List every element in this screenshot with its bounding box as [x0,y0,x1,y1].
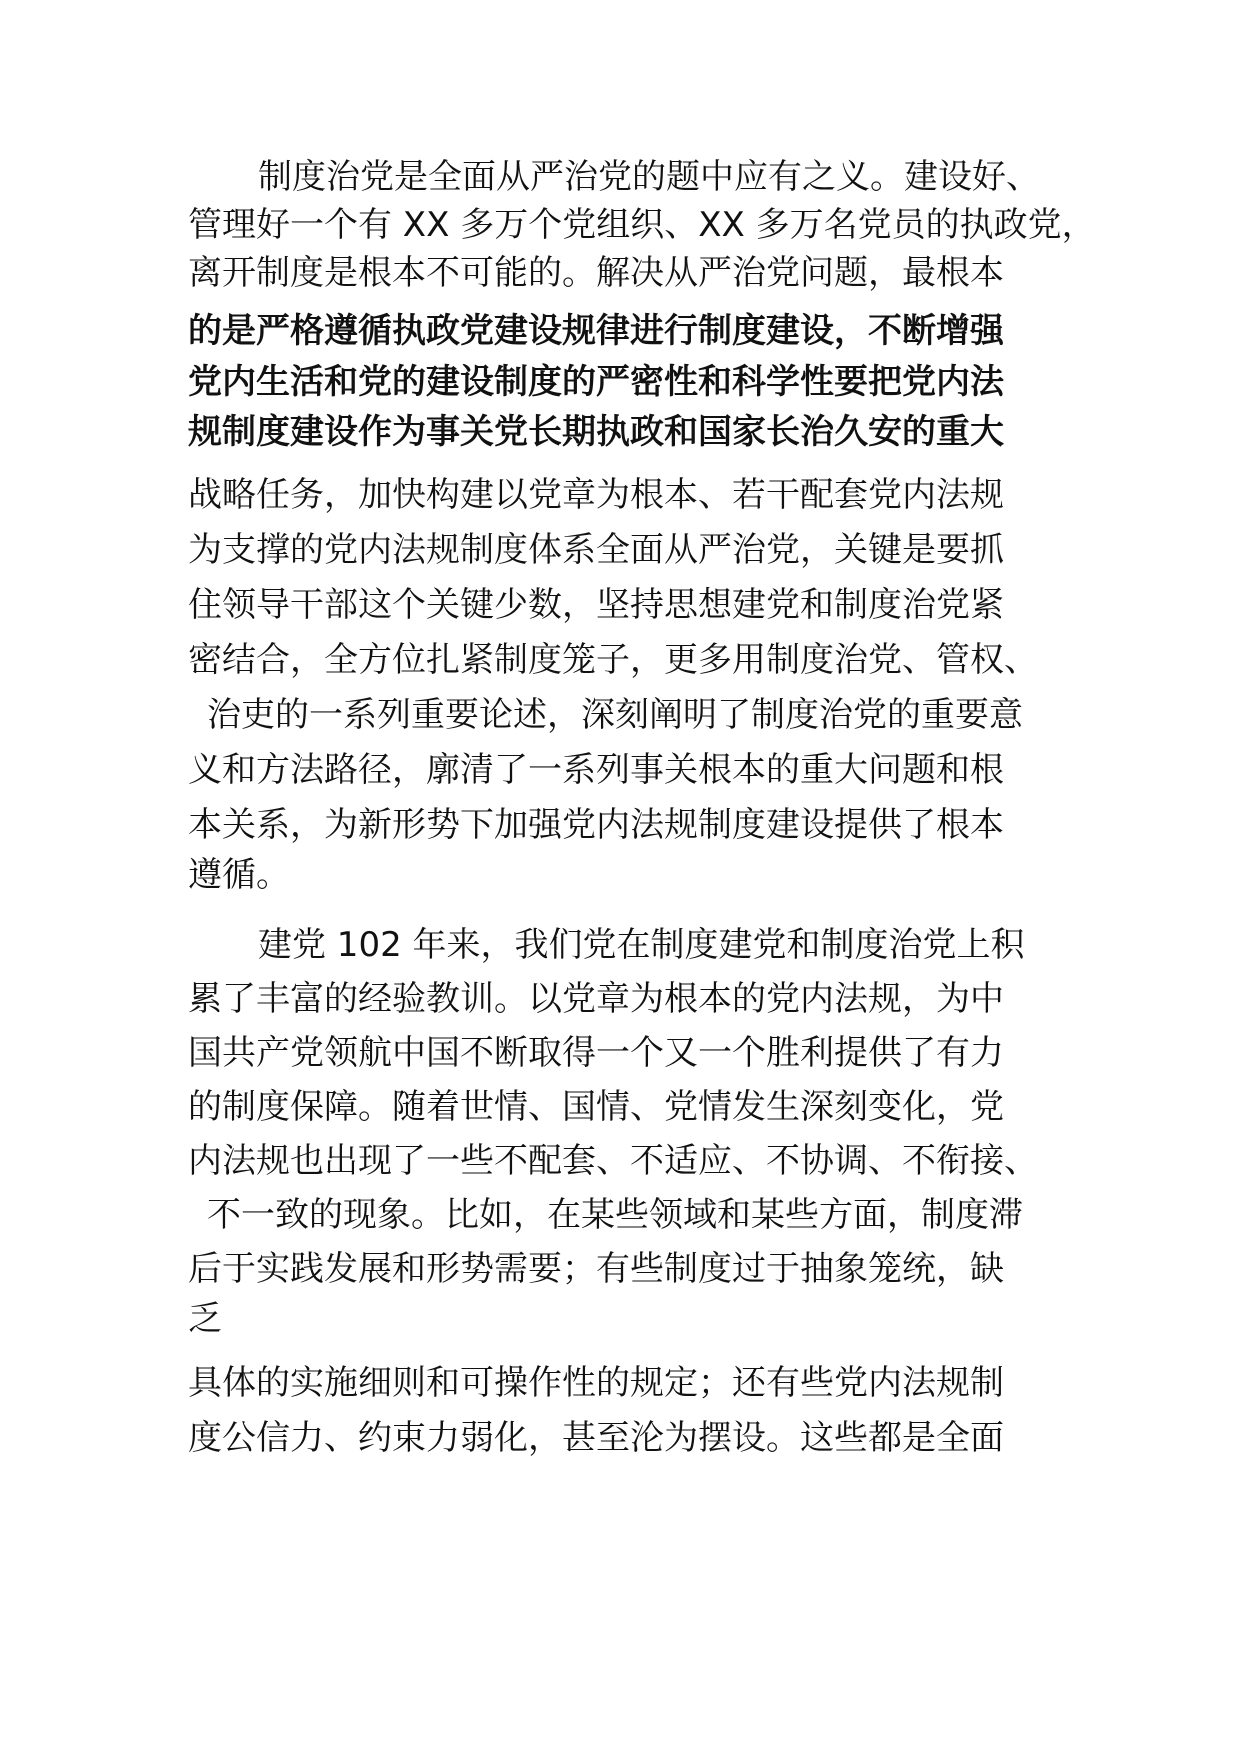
text-line: 制度治党是全面从严治党的题中应有之义。建设好、 [258,157,1040,197]
text-line: 密结合，全方位扎紧制度笼子，更多用制度治党、管权、 [188,640,1038,680]
text-line: 后于实践发展和形势需要；有些制度过于抽象笼统，缺 [188,1249,1004,1289]
text-line: 建党 102 年来，我们党在制度建党和制度治党上积 [258,925,1025,965]
text-line: 住领导干部这个关键少数，坚持思想建党和制度治党紧 [188,585,1004,625]
text-line: 治吏的一系列重要论述，深刻阐明了制度治党的重要意 [207,695,1023,735]
text-line: 度公信力、约束力弱化，甚至沦为摆设。这些都是全面 [188,1418,1004,1458]
text-line: 国共产党领航中国不断取得一个又一个胜利提供了有力 [188,1033,1004,1073]
text-line-bold: 的是严格遵循执政党建设规律进行制度建设，不断增强 [188,311,1004,351]
text-line: 的制度保障。随着世情、国情、党情发生深刻变化，党 [188,1087,1004,1127]
text-line: 离开制度是根本不可能的。解决从严治党问题，最根本 [188,253,1004,293]
text-line: 本关系，为新形势下加强党内法规制度建设提供了根本 [188,805,1004,845]
text-line-bold: 规制度建设作为事关党长期执政和国家长治久安的重大 [188,412,1004,452]
text-line: 为支撑的党内法规制度体系全面从严治党，关键是要抓 [188,530,1004,570]
text-line: 具体的实施细则和可操作性的规定；还有些党内法规制 [188,1363,1004,1403]
text-line: 管理好一个有 XX 多万个党组织、XX 多万名党员的执政党， [188,205,1096,245]
text-line: 累了丰富的经验教训。以党章为根本的党内法规，为中 [188,979,1004,1019]
text-line: 不一致的现象。比如，在某些领域和某些方面，制度滞 [207,1195,1023,1235]
text-line: 遵循。 [188,855,290,895]
text-line: 义和方法路径，廓清了一系列事关根本的重大问题和根 [188,750,1004,790]
text-line: 战略任务，加快构建以党章为根本、若干配套党内法规 [188,475,1004,515]
text-line: 乏 [188,1299,222,1339]
text-line: 内法规也出现了一些不配套、不适应、不协调、不衔接、 [188,1141,1038,1181]
text-line-bold: 党内生活和党的建设制度的严密性和科学性要把党内法 [188,362,1004,402]
